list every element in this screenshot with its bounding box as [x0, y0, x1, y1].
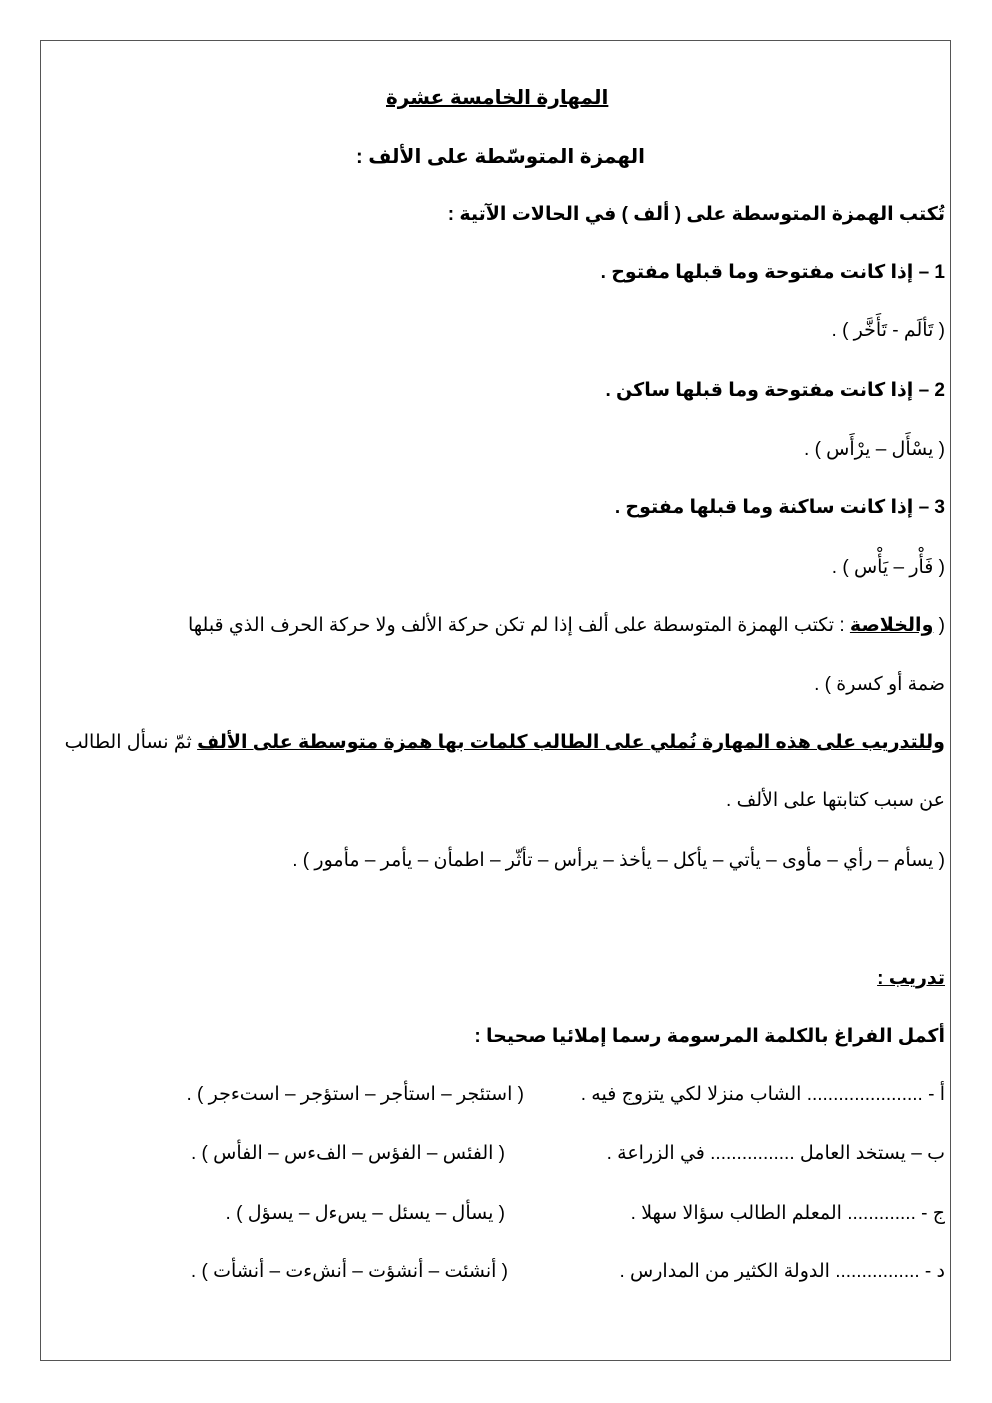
exercise-item-c-question: ج - ............. المعلم الطالب سؤالا سهلا . [630, 1203, 945, 1224]
intro-text: تُكتب الهمزة المتوسطة على ( ألف ) في الحالات الآتية : [447, 204, 945, 225]
exercise-heading: تدريب : [877, 968, 945, 989]
exercise-item-a-question: أ - ...................... الشاب منزلا لكي يتزوج فيه . [580, 1084, 945, 1105]
summary-label: والخلاصة [849, 615, 934, 636]
exercise-item-a-options: ( استئجر – استأجر – استؤجر – استءجر ) . [186, 1084, 524, 1105]
summary-open-paren: ( [938, 615, 945, 636]
training-words: ( يسأم – رأي – مأوى – يأتي – يأكل – يأخذ – يرأس – تأثّر – اطمأن – يأمر – مأمور ) . [292, 850, 945, 871]
case-3-rule: 3 – إذا كانت ساكنة وما قبلها مفتوح . [614, 497, 945, 518]
exercise-item-c-options: ( يسأل – يسئل – يسءل – يسؤل ) . [225, 1203, 505, 1224]
case-1-rule: 1 – إذا كانت مفتوحة وما قبلها مفتوح . [600, 262, 945, 283]
exercise-item-b-options: ( الفئس – الفؤس – الفءس – الفأس ) . [191, 1143, 505, 1164]
training-note-line-1 [64, 729, 945, 757]
exercise-item-d [112, 1258, 945, 1286]
summary-line-1 [112, 612, 945, 640]
section-subtitle: الهمزة المتوسّطة على الألف : [356, 146, 646, 168]
case-2-rule: 2 – إذا كانت مفتوحة وما قبلها ساكن . [605, 380, 945, 401]
training-note-rest: ثمّ نسأل الطالب [64, 732, 192, 753]
exercise-item-a [112, 1081, 945, 1109]
case-3-example: ( فَأْر – يَأْس ) . [831, 557, 945, 578]
exercise-item-b [112, 1140, 945, 1168]
exercise-item-d-question: د - ................ الدولة الكثير من المدارس . [619, 1261, 945, 1282]
case-2-example: ( يسْأَل – يرْأَس ) . [804, 439, 945, 460]
summary-line-2: ضمة أو كسرة ) . [814, 674, 945, 695]
summary-text: : تكتب الهمزة المتوسطة على ألف إذا لم تكن حركة الألف ولا حركة الحرف الذي قبلها [187, 615, 845, 636]
training-note-line-2: عن سبب كتابتها على الألف . [726, 790, 945, 811]
exercise-item-c [112, 1200, 945, 1228]
training-note-bold: وللتدريب على هذه المهارة نُملي على الطالب كلمات بها همزة متوسطة على الألف [197, 732, 945, 753]
exercise-item-b-question: ب – يستخد العامل ................ في الزراعة . [606, 1143, 945, 1164]
exercise-instruction: أكمل الفراغ بالكلمة المرسومة رسما إملائيا صحيحا : [474, 1026, 945, 1047]
page-title: المهارة الخامسة عشرة [386, 87, 609, 109]
exercise-item-d-options: ( أنشئت – أنشؤت – أنشءت – أنشأت ) . [190, 1261, 508, 1282]
case-1-example: ( تَألَم - تَأَخَّر ) . [831, 320, 945, 341]
